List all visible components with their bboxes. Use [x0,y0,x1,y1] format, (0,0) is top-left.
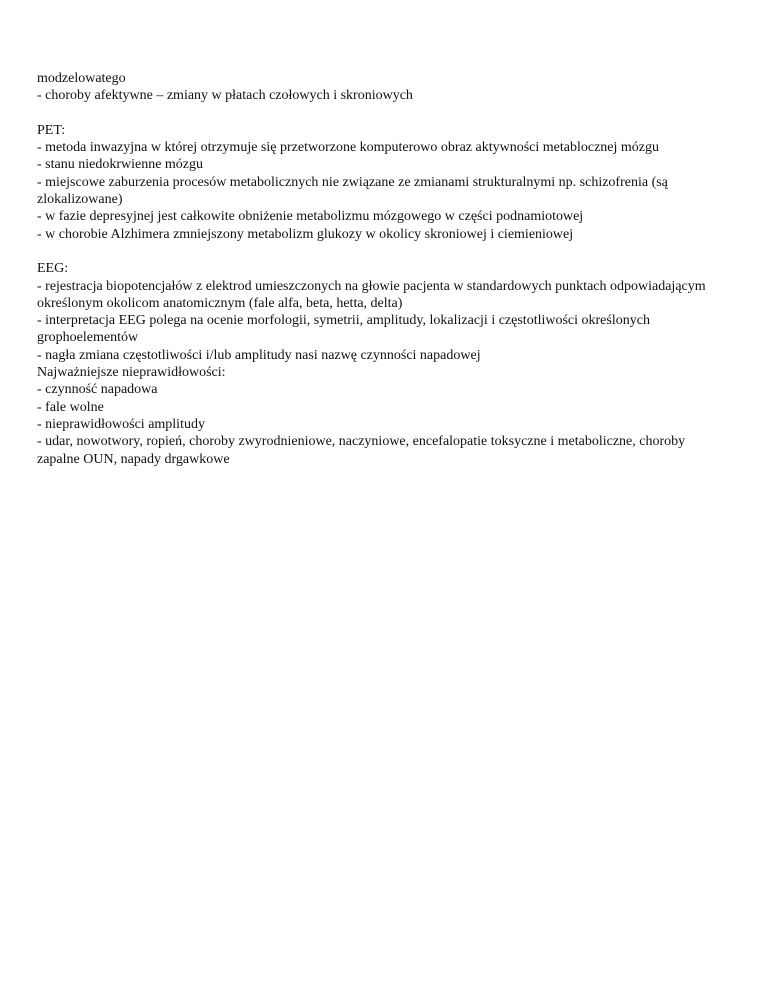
abnormality-item: - udar, nowotwory, ropień, choroby zwyrodnieniowe, naczyniowe, encefalopatie toksyczne i metaboliczne, choroby zapalne OUN, napady drgawkowe [37,434,686,467]
intro-line: - choroby afektywne – zmiany w płatach czołowych i skroniowych [37,88,413,104]
pet-item: - w chorobie Alzhimera zmniejszony metabolizm glukozy w okolicy skroniowej i ciemieniowej [37,226,574,242]
pet-item: - miejscowe zaburzenia procesów metabolicznych nie związane ze zmianami strukturalnymi np. schizofrenia (są zlokalizowane) [37,174,668,208]
abnormality-item: - fale wolne [37,399,104,415]
paragraph-spacer [37,105,727,122]
paragraph-spacer [37,243,727,260]
abnormalities-heading: Najważniejsze nieprawidłowości: [37,365,226,381]
pet-heading: PET: [37,122,66,138]
abnormality-item: - czynność napadowa [37,382,158,398]
intro-line: modzelowatego [37,71,126,86]
eeg-item: - nagła zmiana częstotliwości i/lub amplitudy nasi nazwę czynności napadowej [37,347,481,363]
pet-item: - metoda inwazyjna w której otrzymuje się przetworzone komputerowo obraz aktywności metablocznej mózgu [37,140,660,156]
eeg-item: - rejestracja biopotencjałów z elektrod umieszczonych na głowie pacjenta w standardowych punktach odpowiadającym określonym okolicom anatomicznym (fale alfa, beta, hetta, delta) [37,278,706,311]
pet-item: - stanu niedokrwienne mózgu [37,157,204,173]
document-page [37,70,727,468]
pet-item: - w fazie depresyjnej jest całkowite obniżenie metabolizmu mózgowego w części podnamiotowej [37,209,584,225]
eeg-heading: EEG: [37,261,69,277]
eeg-item: - interpretacja EEG polega na ocenie morfologii, symetrii, amplitudy, lokalizacji i częstotliwości określonych grophoelementów [37,313,650,346]
abnormality-item: - nieprawidłowości amplitudy [37,416,205,432]
